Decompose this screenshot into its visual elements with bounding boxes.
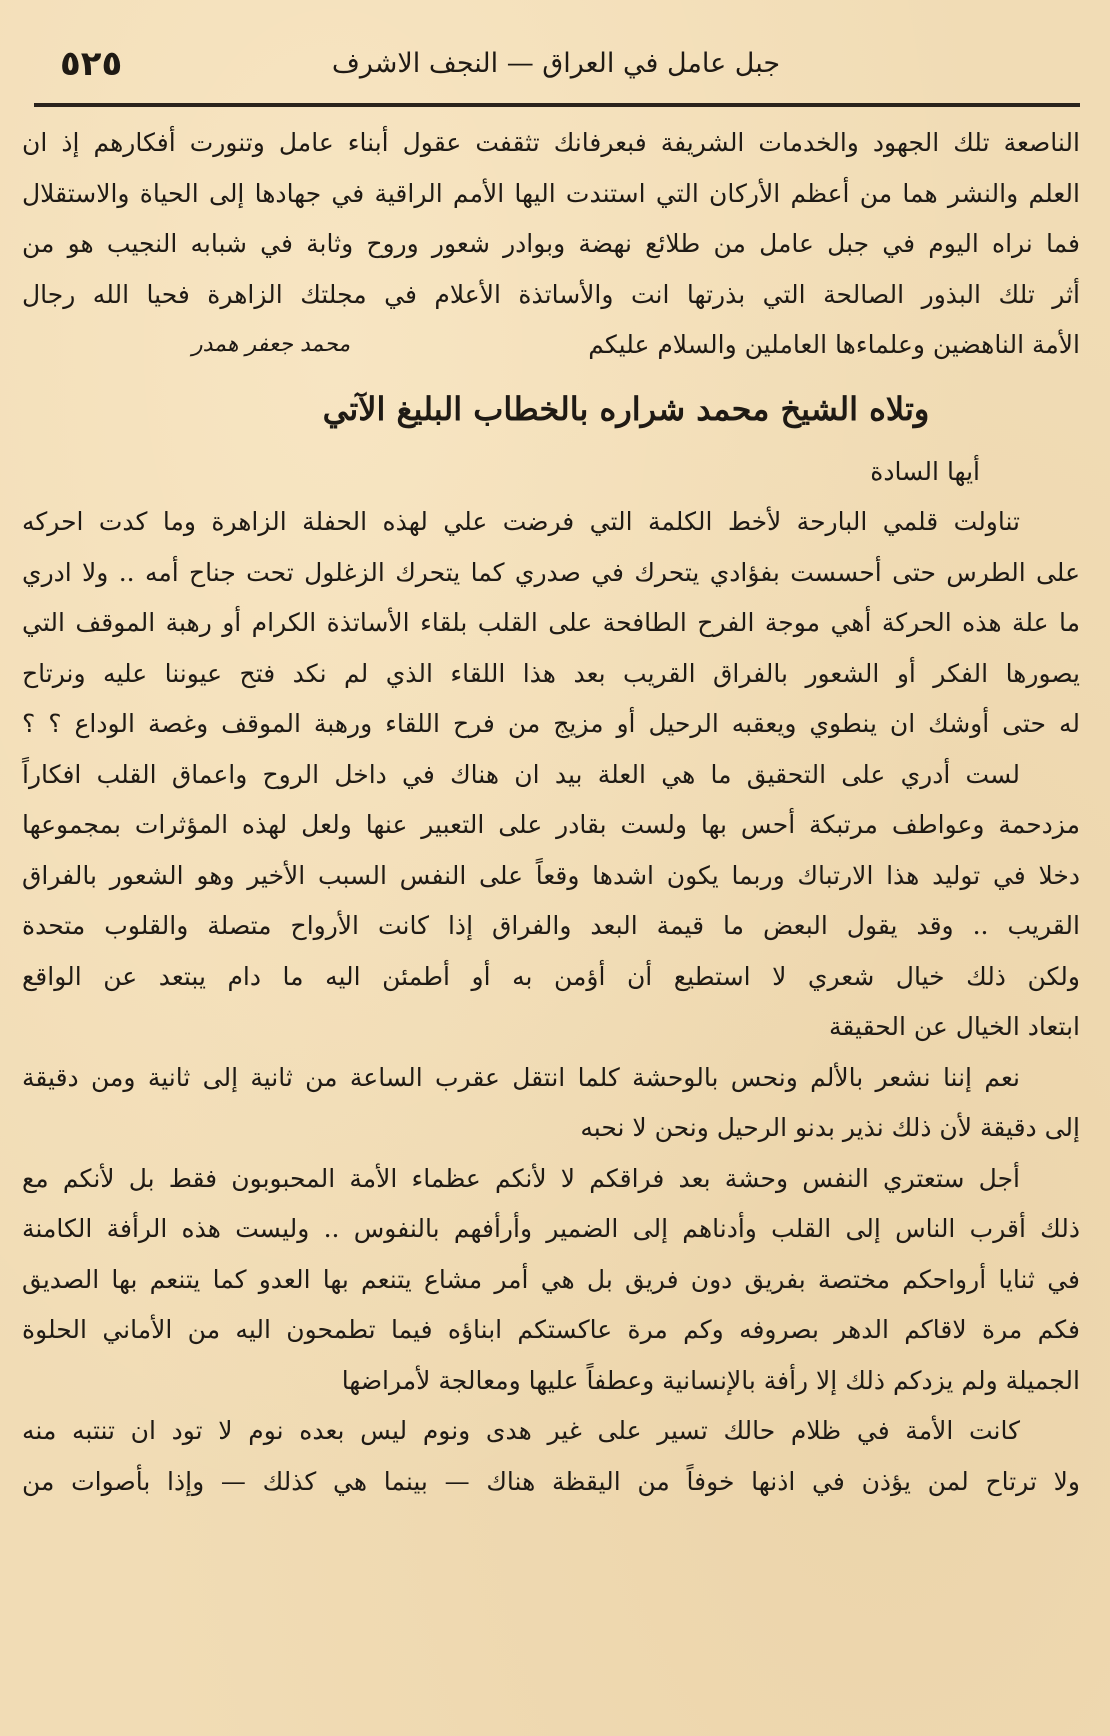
page-header [36, 36, 1080, 92]
text-line: ولكن ذلك خيال شعري لا استطيع أن أؤمن به أو أطمئن اليه ما دام يبتعد عن الواقع [22, 961, 1080, 991]
text-line: على الطرس حتى أحسست بفؤادي يتحرك في صدري كما يتحرك الزغلول تحت جناح أمه .. ولا ادري [22, 557, 1080, 587]
text-line: تناولت قلمي البارحة لأخط الكلمة التي فرضت علي لهذه الحفلة الزاهرة وما كدت احركه [22, 507, 1020, 536]
text-line: أجل ستعتري النفس وحشة بعد فراقكم لا لأنكم عظماء الأمة المحبوبون فقط بل لأنكم مع [22, 1163, 1020, 1193]
text-line: في ثنايا أرواحكم مختصة بفريق دون فريق بل هي أمر مشاع يتنعم بها العدو كما يتنعم بها الصديق [22, 1264, 1080, 1294]
salutation: أيها السادة [870, 456, 980, 486]
signature: محمد جعفر همدر [192, 332, 351, 357]
text-line: إلى دقيقة لأن ذلك نذير بدنو الرحيل ونحن لا نحبه [580, 1113, 1080, 1142]
text-line: الناصعة تلك الجهود والخدمات الشريفة فبعرفانك تثقفت عقول أبناء عامل وتنورت أفكارهم إذ ان [22, 128, 1080, 157]
closing-text: الأمة الناهضين وعلماءها العاملين والسلام عليكم [588, 330, 1080, 359]
text-line: الجميلة ولم يزدكم ذلك إلا رأفة بالإنسانية وعطفاً عليها ومعالجة لأمراضها [341, 1365, 1080, 1395]
text-line: دخلا في توليد هذا الارتباك وربما يكون اشدها وقعاً على النفس السبب الأخير وهو الشعور بالفراق [22, 860, 1080, 890]
running-title: جبل عامل في العراق — النجف الاشرف [331, 48, 781, 79]
section-heading: وتلاه الشيخ محمد شراره بالخطاب البليغ الآتي [322, 389, 930, 428]
text-line: ولا ترتاح لمن يؤذن في اذنها خوفاً من اليقظة هناك — بينما هي كذلك — وإذا بأصوات من [22, 1466, 1080, 1496]
text-line: نعم إننا نشعر بالألم ونحس بالوحشة كلما انتقل عقرب الساعة من ثانية إلى ثانية ومن دقيقة [22, 1062, 1020, 1092]
text-line: القريب .. وقد يقول البعض ما قيمة البعد والفراق إذا كانت الأرواح متصلة والقلوب متحدة [22, 911, 1080, 940]
text-line: أثر تلك البذور الصالحة التي بذرتها انت والأساتذة الأعلام في مجلتك الزاهرة فحيا الله رجال [22, 279, 1080, 309]
page-number: ٥٢٥ [60, 44, 123, 84]
text-line: العلم والنشر هما من أعظم الأركان التي استندت اليها الأمم الراقية في جهادها إلى الحياة والاستقلال [22, 178, 1080, 208]
closing-line [22, 320, 1080, 371]
text-line: فكم مرة لاقاكم الدهر بصروفه وكم مرة عاكستكم ابناؤه فيما تطمحون اليه من الأماني الحلوة [22, 1315, 1080, 1344]
text-line: مزدحمة وعواطف مرتبكة أحس بها ولست بقادر على التعبير عنها ولعل لهذه المؤثرات بمجموعها [22, 810, 1080, 839]
text-line: كانت الأمة في ظلام حالك تسير على غير هدى ونوم ليس بعده نوم لا تود ان تنتبه منه [22, 1416, 1020, 1445]
text-line: فما نراه اليوم في جبل عامل من طلائع نهضة وبوادر شعور وروح وثابة في شبابه النجيب هو من [22, 229, 1080, 258]
text-line: له حتى أوشك ان ينطوي ويعقبه الرحيل أو مزيج من فرح اللقاء ورهبة الموقف وغصة الوداع ؟ ؟ [22, 709, 1080, 738]
header-rule [34, 103, 1080, 107]
speech-paragraphs [22, 497, 1080, 1507]
text-line: يصورها الفكر أو الشعور بالفراق القريب بعد هذا اللقاء الذي لم نكد فتح عيوننا عليه ونرتاح [22, 658, 1080, 688]
text-line: لست أدري على التحقيق ما هي العلة بيد ان هناك في داخل الروح واعماق القلب افكاراً [22, 759, 1020, 789]
text-line: ذلك أقرب الناس إلى القلب وأدناهم إلى الضمير وأرأفهم بالنفوس .. وليست هذه الرأفة الكامنة [22, 1214, 1080, 1243]
text-line: ما علة هذه الحركة أهي موجة الفرح الطافحة على القلب بلقاء الأساتذة الكرام أو رهبة الموقف التي [22, 608, 1080, 637]
body-text [22, 118, 1080, 1507]
text-line: ابتعاد الخيال عن الحقيقة [828, 1012, 1080, 1041]
